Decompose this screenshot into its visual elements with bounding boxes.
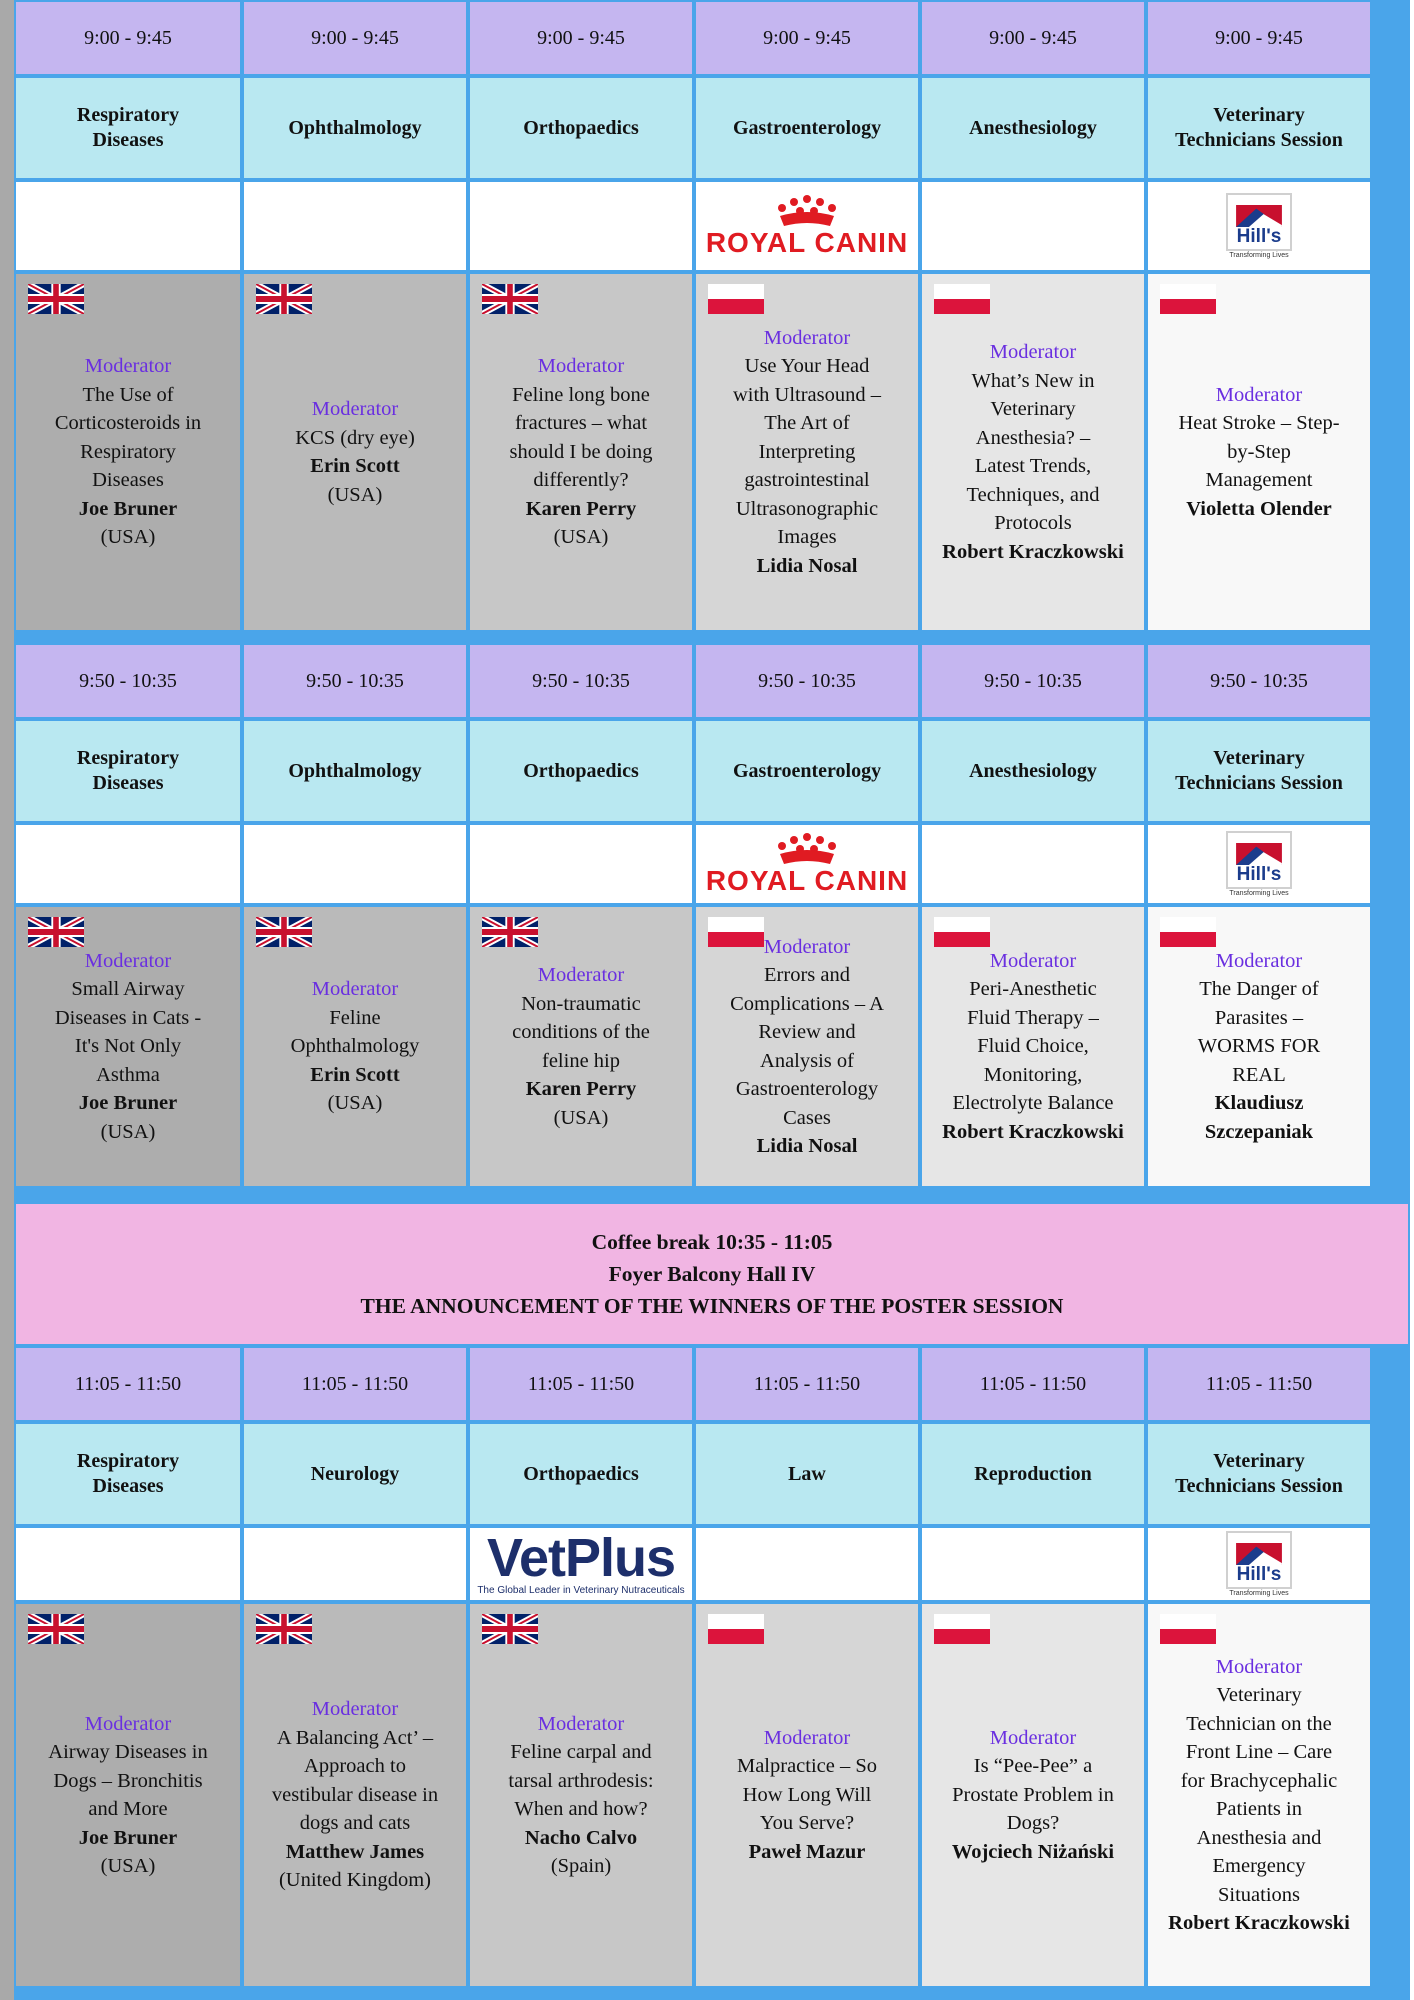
session-title-line: (USA) <box>327 1092 383 1115</box>
session-title-line: (USA) <box>100 1855 156 1877</box>
session-title-line: Asthma <box>96 1063 160 1086</box>
session-title-line: Fluid Therapy – <box>967 1006 1099 1029</box>
moderator-label: Moderator <box>763 326 851 349</box>
uk-flag-icon <box>256 284 312 314</box>
session-title-line: How Long Will <box>742 1783 872 1806</box>
session-title-line: Fluid Choice, <box>977 1035 1089 1058</box>
poland-flag-icon <box>708 1614 764 1644</box>
topic-line: Technicians Session <box>1175 129 1343 151</box>
session-title-line: Ophthalmology <box>290 1035 420 1058</box>
session-title-line: Protocols <box>994 512 1072 534</box>
session-title-line: The Use of <box>82 383 174 406</box>
moderator-label: Moderator <box>989 341 1077 363</box>
hills-logo-box <box>1226 193 1292 251</box>
session-title-line: Peri-Anesthetic <box>969 978 1097 1001</box>
topic-line: Anesthesiology <box>969 116 1097 139</box>
session-topic <box>470 1424 692 1524</box>
session-title-line: Diseases <box>92 469 164 492</box>
sponsor-logo-row <box>14 1526 1410 1602</box>
session-title-line: Review and <box>758 1021 856 1043</box>
session-details <box>470 1604 692 1986</box>
topic-line: Technicians Session <box>1175 1475 1343 1497</box>
topic-header-row <box>14 1422 1410 1526</box>
session-title-line: Feline long bone <box>512 383 650 406</box>
hills-wordmark: Hill's <box>1236 863 1282 885</box>
uk-flag-icon <box>28 284 84 314</box>
session-topic <box>696 1424 918 1524</box>
poland-flag-icon <box>708 284 764 314</box>
hills-tagline: Transforming Lives <box>1229 251 1289 259</box>
vetplus-wordmark: VetPlus <box>486 1528 676 1588</box>
session-topic <box>16 1424 240 1524</box>
time-slot: 9:50 - 10:35 <box>16 645 240 717</box>
speaker-name: Karen Perry <box>525 1078 637 1100</box>
moderator-label: Moderator <box>763 1726 851 1749</box>
topic-line: Respiratory <box>76 104 180 126</box>
time-slot: 11:05 - 11:50 <box>922 1348 1144 1420</box>
time-slot: 9:50 - 10:35 <box>1148 645 1370 717</box>
topic-header-row <box>14 76 1410 180</box>
speaker-name: Matthew James <box>285 1840 425 1863</box>
topic-line: Orthopaedics <box>523 1462 639 1485</box>
topic-line: Diseases <box>92 1475 164 1497</box>
session-topic <box>16 721 240 821</box>
speaker-name: Robert Kraczkowski <box>942 540 1124 563</box>
sponsor-logo-row <box>14 180 1410 272</box>
conference-schedule-grid <box>14 0 1410 2000</box>
session-title-line: (USA) <box>553 1106 609 1129</box>
sponsor-cell <box>696 182 918 270</box>
session-title-line: Cases <box>783 1106 831 1129</box>
hills-tagline: Transforming Lives <box>1229 889 1289 897</box>
session-details <box>16 1604 240 1986</box>
topic-line: Veterinary <box>1213 1450 1305 1472</box>
moderator-label: Moderator <box>537 964 625 986</box>
session-title-line: by-Step <box>1227 440 1291 463</box>
moderator-label: Moderator <box>84 355 172 378</box>
session-topic <box>1148 1424 1370 1524</box>
session-title-line: Situations <box>1217 1883 1300 1906</box>
session-topic <box>470 721 692 821</box>
topic-line: Veterinary <box>1213 747 1305 769</box>
topic-line: Ophthalmology <box>288 116 422 139</box>
session-title-line: Veterinary <box>990 398 1076 420</box>
session-details <box>696 274 918 630</box>
speaker-name: Violetta Olender <box>1186 497 1332 520</box>
topic-line: Gastroenterology <box>732 759 882 782</box>
session-title-line: Front Line – Care <box>1185 1741 1333 1763</box>
session-title-line: Anesthesia? – <box>975 426 1091 449</box>
topic-line: Neurology <box>310 1462 400 1485</box>
time-header-row <box>14 1346 1410 1422</box>
session-details <box>1148 1604 1370 1986</box>
session-title-line: gastrointestinal <box>744 469 870 492</box>
moderator-label: Moderator <box>311 398 399 420</box>
uk-flag-icon <box>28 917 84 947</box>
session-title-line: A Balancing Act’ – <box>276 1726 434 1749</box>
session-title-line: It's Not Only <box>74 1035 182 1058</box>
vetplus-tagline: The Global Leader in Veterinary Nutraceuticals <box>477 1585 685 1596</box>
time-slot: 9:00 - 9:45 <box>1148 2 1370 74</box>
uk-flag-icon <box>28 1614 84 1644</box>
time-slot: 9:50 - 10:35 <box>922 645 1144 717</box>
session-title-line: differently? <box>533 469 629 492</box>
sponsor-cell <box>16 825 240 903</box>
topic-line: Reproduction <box>974 1462 1092 1485</box>
topic-line: Technicians Session <box>1175 772 1343 794</box>
session-title-line: Interpreting <box>758 440 856 463</box>
session-title-line: Gastroenterology <box>735 1078 879 1100</box>
hills-logo-box <box>1226 1531 1292 1589</box>
session-title-line: KCS (dry eye) <box>295 426 415 449</box>
time-slot: 11:05 - 11:50 <box>244 1348 466 1420</box>
session-title-line: Images <box>777 526 837 549</box>
session-title-line: Approach to <box>304 1755 406 1778</box>
speaker-name: Paweł Mazur <box>748 1840 866 1863</box>
topic-line: Diseases <box>92 772 164 794</box>
topic-line: Diseases <box>92 129 164 151</box>
time-slot: 11:05 - 11:50 <box>696 1348 918 1420</box>
schedule-block-1105 <box>14 1346 1410 1988</box>
hills-mountain-icon <box>1236 1543 1282 1565</box>
session-title-line: fractures – what <box>514 412 648 435</box>
moderator-label: Moderator <box>989 949 1077 972</box>
poland-flag-icon <box>708 917 764 947</box>
session-topic <box>922 78 1144 178</box>
royal-canin-logo <box>706 194 908 258</box>
session-topic <box>244 721 466 821</box>
hills-tagline: Transforming Lives <box>1229 1589 1289 1597</box>
sponsor-logo-row <box>14 823 1410 905</box>
session-title-line: Latest Trends, <box>974 455 1092 477</box>
topic-line: Anesthesiology <box>969 759 1097 782</box>
coffee-break-location: Foyer Balcony Hall IV <box>608 1262 816 1286</box>
session-title-line: Emergency <box>1212 1855 1306 1877</box>
session-title-line: Electrolyte Balance <box>952 1092 1114 1115</box>
topic-line: Respiratory <box>76 1450 180 1472</box>
session-title-line: Corticosteroids in <box>54 412 202 435</box>
session-details <box>470 907 692 1186</box>
session-title-line: Feline carpal and <box>510 1741 652 1763</box>
session-topic <box>696 721 918 821</box>
session-details <box>1148 274 1370 630</box>
sponsor-cell <box>1148 182 1370 270</box>
session-topic <box>922 1424 1144 1524</box>
speaker-name: Wojciech Niżański <box>951 1840 1115 1863</box>
sponsor-cell <box>1148 825 1370 903</box>
session-title-line: (USA) <box>100 1120 156 1143</box>
speaker-name: Joe Bruner <box>78 1092 178 1115</box>
hills-wordmark: Hill's <box>1236 225 1282 247</box>
session-title-line: Parasites – <box>1214 1006 1304 1029</box>
topic-line: Gastroenterology <box>732 116 882 139</box>
session-title-line: Malpractice – So <box>736 1755 878 1778</box>
session-title-line: Dogs – Bronchitis <box>53 1769 203 1792</box>
sponsor-cell <box>922 1528 1144 1600</box>
left-margin-strip <box>0 0 14 2000</box>
poland-flag-icon <box>934 1614 990 1644</box>
session-title-line: for Brachycephalic <box>1180 1769 1338 1792</box>
session-title-line: Anesthesia and <box>1196 1826 1322 1849</box>
session-title-line: Patients in <box>1216 1798 1302 1820</box>
uk-flag-icon <box>482 284 538 314</box>
sponsor-cell <box>1148 1528 1370 1600</box>
moderator-label: Moderator <box>1215 1655 1303 1678</box>
session-title-line: Ultrasonographic <box>735 497 879 520</box>
session-details <box>16 907 240 1186</box>
moderator-label: Moderator <box>84 949 172 972</box>
session-topic <box>244 1424 466 1524</box>
moderator-label: Moderator <box>1215 949 1303 972</box>
moderator-label: Moderator <box>1215 383 1303 406</box>
sponsor-cell <box>470 1528 692 1600</box>
sponsor-cell <box>922 182 1144 270</box>
sponsor-cell <box>470 182 692 270</box>
session-title-line: Prostate Problem in <box>952 1783 1114 1806</box>
session-title-line: dogs and cats <box>299 1812 411 1835</box>
session-title-line: (Spain) <box>550 1855 612 1877</box>
speaker-name: Joe Bruner <box>78 1826 178 1849</box>
session-title-line: Airway Diseases in <box>48 1741 208 1763</box>
session-title-line: Techniques, and <box>966 483 1100 506</box>
session-title-line: Diseases in Cats - <box>54 1006 202 1029</box>
uk-flag-icon <box>256 1614 312 1644</box>
session-details <box>244 274 466 630</box>
poland-flag-icon <box>1160 917 1216 947</box>
session-title-line: feline hip <box>542 1049 620 1072</box>
royal-canin-wordmark: ROYAL CANIN <box>705 227 909 258</box>
session-title-line: should I be doing <box>509 440 653 463</box>
sponsor-cell <box>922 825 1144 903</box>
hills-mountain-icon <box>1236 843 1282 865</box>
session-title-line: Analysis of <box>760 1049 854 1072</box>
session-row <box>14 272 1410 632</box>
uk-flag-icon <box>482 917 538 947</box>
session-title-line: vestibular disease in <box>271 1783 439 1806</box>
time-slot: 9:50 - 10:35 <box>244 645 466 717</box>
moderator-label: Moderator <box>84 1712 172 1735</box>
session-details <box>244 907 466 1186</box>
moderator-label: Moderator <box>537 1712 625 1735</box>
topic-line: Law <box>788 1462 826 1485</box>
time-slot: 11:05 - 11:50 <box>1148 1348 1370 1420</box>
session-title-line: WORMS FOR <box>1197 1035 1321 1058</box>
coffee-break-time: Coffee break 10:35 - 11:05 <box>591 1230 833 1254</box>
royal-canin-crown-icon <box>772 194 842 228</box>
topic-line: Orthopaedics <box>523 116 639 139</box>
session-title-line: (USA) <box>100 526 156 549</box>
session-title-line: REAL <box>1232 1063 1286 1086</box>
speaker-name: Robert Kraczkowski <box>942 1120 1124 1143</box>
sponsor-cell <box>244 825 466 903</box>
uk-flag-icon <box>256 917 312 947</box>
time-slot: 9:00 - 9:45 <box>696 2 918 74</box>
session-title-line: Monitoring, <box>983 1063 1083 1086</box>
speaker-name: Klaudiusz <box>1214 1092 1304 1115</box>
session-title-line: What’s New in <box>971 369 1095 392</box>
hills-logo <box>1226 193 1292 260</box>
session-topic <box>696 78 918 178</box>
session-title-line: tarsal arthrodesis: <box>508 1769 654 1792</box>
poland-flag-icon <box>934 284 990 314</box>
session-topic <box>16 78 240 178</box>
time-slot: 9:00 - 9:45 <box>16 2 240 74</box>
session-title-line: Feline <box>329 1006 381 1029</box>
hills-logo <box>1226 1531 1292 1598</box>
topic-line: Orthopaedics <box>523 759 639 782</box>
session-details <box>244 1604 466 1986</box>
sponsor-cell <box>244 182 466 270</box>
sponsor-cell <box>16 182 240 270</box>
time-slot: 9:00 - 9:45 <box>244 2 466 74</box>
moderator-label: Moderator <box>763 935 851 958</box>
topic-header-row <box>14 719 1410 823</box>
session-title-line: Technician on the <box>1186 1712 1332 1735</box>
topic-line: Veterinary <box>1213 104 1305 126</box>
session-row <box>14 905 1410 1188</box>
session-title-line: (USA) <box>553 526 609 549</box>
royal-canin-wordmark: ROYAL CANIN <box>705 865 909 896</box>
speaker-name: Robert Kraczkowski <box>1168 1912 1350 1934</box>
hills-logo <box>1226 831 1292 898</box>
session-title-line: Is “Pee-Pee” a <box>973 1755 1093 1778</box>
sponsor-cell <box>696 825 918 903</box>
session-title-line: Heat Stroke – Step- <box>1178 412 1340 435</box>
session-details <box>16 274 240 630</box>
session-topic <box>922 721 1144 821</box>
session-title-line: with Ultrasound – <box>732 383 882 406</box>
poland-flag-icon <box>1160 1614 1216 1644</box>
session-details <box>1148 907 1370 1186</box>
session-details <box>470 274 692 630</box>
moderator-label: Moderator <box>311 1698 399 1721</box>
time-header-row <box>14 0 1410 76</box>
session-title-line: The Art of <box>764 412 850 435</box>
hills-mountain-icon <box>1236 205 1282 227</box>
speaker-name: Nacho Calvo <box>524 1826 638 1849</box>
moderator-label: Moderator <box>537 355 625 378</box>
session-title-line: Errors and <box>764 964 850 986</box>
time-slot: 9:00 - 9:45 <box>922 2 1144 74</box>
speaker-name: Joe Bruner <box>78 497 178 520</box>
moderator-label: Moderator <box>311 978 399 1001</box>
session-title-line: (United Kingdom) <box>278 1869 432 1892</box>
poster-winners-announcement: THE ANNOUNCEMENT OF THE WINNERS OF THE POSTER SESSION <box>360 1294 1064 1318</box>
royal-canin-logo <box>706 832 908 896</box>
uk-flag-icon <box>482 1614 538 1644</box>
session-topic <box>1148 78 1370 178</box>
speaker-name: Lidia Nosal <box>756 1135 858 1157</box>
session-title-line: Respiratory <box>80 440 176 463</box>
time-slot: 9:50 - 10:35 <box>696 645 918 717</box>
session-topic <box>244 78 466 178</box>
coffee-break-banner <box>16 1204 1408 1344</box>
session-title-line: Management <box>1205 469 1313 492</box>
vetplus-logo <box>477 1528 685 1597</box>
sponsor-cell <box>470 825 692 903</box>
session-details <box>922 1604 1144 1986</box>
schedule-block-0900 <box>14 0 1410 632</box>
topic-line: Respiratory <box>76 747 180 769</box>
session-row <box>14 1602 1410 1988</box>
time-slot: 9:50 - 10:35 <box>470 645 692 717</box>
poland-flag-icon <box>934 917 990 947</box>
time-slot: 11:05 - 11:50 <box>16 1348 240 1420</box>
schedule-block-0950 <box>14 643 1410 1188</box>
speaker-name: Erin Scott <box>310 1063 400 1086</box>
royal-canin-crown-icon <box>772 832 842 866</box>
time-header-row <box>14 643 1410 719</box>
sponsor-cell <box>244 1528 466 1600</box>
session-title-line: Dogs? <box>1006 1812 1060 1835</box>
hills-logo-box <box>1226 831 1292 889</box>
session-title-line: Use Your Head <box>744 355 870 378</box>
session-title-line: You Serve? <box>759 1812 855 1835</box>
hills-wordmark: Hill's <box>1236 1563 1282 1585</box>
session-details <box>922 274 1144 630</box>
session-details <box>696 1604 918 1986</box>
session-details <box>696 907 918 1186</box>
speaker-name: Erin Scott <box>310 455 400 477</box>
session-title-line: When and how? <box>514 1798 648 1820</box>
session-title-line: and More <box>88 1798 168 1820</box>
session-title-line: conditions of the <box>512 1021 650 1043</box>
right-margin-strip <box>1410 0 1414 2000</box>
session-title-line: (USA) <box>327 483 383 506</box>
session-topic <box>470 78 692 178</box>
session-title-line: Small Airway <box>71 978 185 1001</box>
time-slot: 11:05 - 11:50 <box>470 1348 692 1420</box>
poland-flag-icon <box>1160 284 1216 314</box>
speaker-name: Karen Perry <box>525 497 637 520</box>
session-topic <box>1148 721 1370 821</box>
sponsor-cell <box>696 1528 918 1600</box>
moderator-label: Moderator <box>989 1726 1077 1749</box>
time-slot: 9:00 - 9:45 <box>470 2 692 74</box>
speaker-name: Szczepaniak <box>1204 1120 1314 1143</box>
sponsor-cell <box>16 1528 240 1600</box>
session-details <box>922 907 1144 1186</box>
speaker-name: Lidia Nosal <box>756 554 858 577</box>
topic-line: Ophthalmology <box>288 759 422 782</box>
session-title-line: The Danger of <box>1199 978 1319 1001</box>
session-title-line: Veterinary <box>1216 1684 1302 1706</box>
session-title-line: Complications – A <box>730 992 884 1015</box>
session-title-line: Non-traumatic <box>521 992 641 1015</box>
